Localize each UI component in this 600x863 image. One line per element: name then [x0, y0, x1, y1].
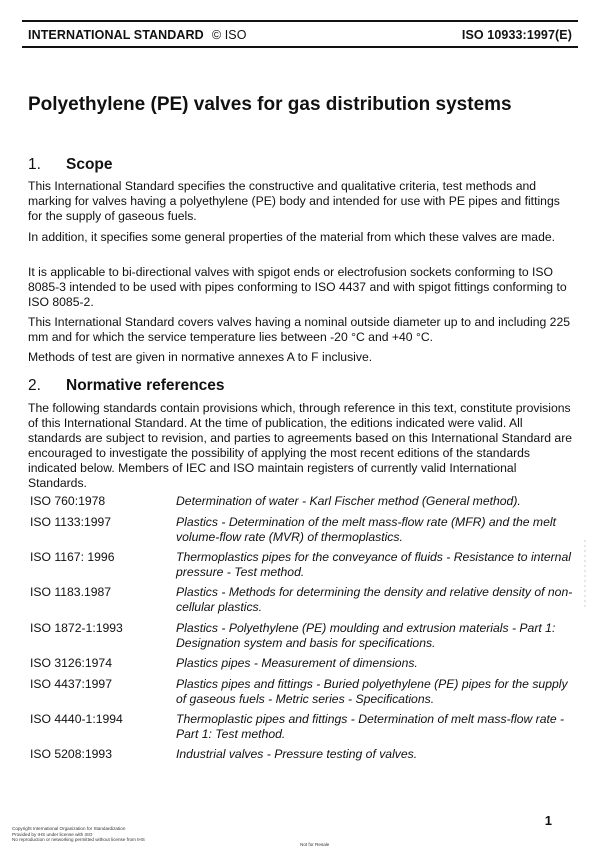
reference-title: Industrial valves - Pressure testing of valves. — [176, 747, 418, 761]
section-title: Scope — [66, 156, 113, 173]
reference-title: Thermoplastic pipes and fittings - Determination of melt mass-flow rate - Part 1: Test method. — [176, 712, 565, 741]
reference-id: ISO 1133:1997 — [30, 515, 112, 529]
reference-id: ISO 1167: 1996 — [30, 550, 115, 564]
header-label: INTERNATIONAL STANDARD — [28, 28, 204, 42]
page-number: 1 — [544, 813, 552, 828]
section-number: 2. — [28, 377, 41, 394]
scope-paragraph-4: This International Standard covers valves having a nominal outside diameter up to and including 225 mm and for which the service temperature lies between -20 °C and +40 °C. — [28, 315, 570, 344]
footer-line: Provided by IHS under license with ISO — [12, 831, 93, 837]
header-bottom-rule — [22, 46, 578, 48]
section-heading-scope — [28, 156, 113, 174]
reference-title: Plastics pipes and fittings - Buried polyethylene (PE) pipes for the supply of gaseous fuels - Metric series - Specifications. — [176, 677, 568, 706]
section-heading-normative-references — [28, 377, 225, 395]
reference-id: ISO 760:1978 — [30, 494, 106, 508]
reference-title: Thermoplastics pipes for the conveyance of fluids - Resistance to internal pressure - Test method. — [176, 550, 571, 579]
footer-line: No reproduction or networking permitted without license from IHS — [12, 837, 145, 843]
section-title: Normative references — [66, 377, 225, 394]
section-number: 1. — [28, 156, 41, 173]
footer-line: Copyright International Organization for Standardization — [12, 826, 126, 831]
footer-not-for-resale: Not for Resale — [300, 842, 330, 847]
copyright-footer — [12, 826, 145, 843]
reference-id: ISO 3126:1974 — [30, 656, 112, 670]
reference-title: Determination of water - Karl Fischer method (General method). — [176, 494, 521, 508]
margin-scan-mark — [582, 540, 588, 610]
document-title: Polyethylene (PE) valves for gas distribution systems — [28, 94, 512, 115]
scope-paragraph-2: In addition, it specifies some general properties of the material from which these valves are made. — [28, 230, 556, 244]
reference-title: Plastics - Methods for determining the density and relative density of non-cellular plastics. — [176, 585, 573, 614]
reference-id: ISO 1872-1:1993 — [30, 621, 123, 635]
scope-paragraph-3: It is applicable to bi-directional valves with spigot ends or electrofusion sockets conforming to ISO 8085-3 intended to be used with pipes conforming to ISO 4437 and with spigot fittings conforming to ISO 8085-2. — [28, 265, 567, 309]
reference-id: ISO 4440-1:1994 — [30, 712, 123, 726]
reference-title: Plastics pipes - Measurement of dimensions. — [176, 656, 418, 670]
reference-title: Plastics - Determination of the melt mass-flow rate (MFR) and the melt volume-flow rate (MVR) of thermoplastics. — [176, 515, 556, 544]
references-intro-paragraph: The following standards contain provisions which, through reference in this text, constitute provisions of this International Standard. At the time of publication, the editions indicated were valid. All standards are subject to revision, and parties to agreements based on this International Standard are encouraged to investigate the possibility of applying the most recent editions of the standards indicated below. Members of IEC and ISO maintain registers of currently valid International Standards. — [28, 401, 573, 490]
reference-id: ISO 1183.1987 — [30, 585, 112, 599]
header-left — [28, 28, 247, 42]
header-top-rule — [22, 20, 578, 22]
standard-id: ISO 10933:1997(E) — [461, 28, 572, 42]
header-copyright: © ISO — [211, 28, 247, 42]
reference-title: Plastics - Polyethylene (PE) moulding and extrusion materials - Part 1: Designation system and basis for specifications. — [176, 621, 556, 650]
scope-paragraph-5: Methods of test are given in normative annexes A to F inclusive. — [28, 350, 373, 364]
reference-id: ISO 4437:1997 — [30, 677, 112, 691]
reference-id: ISO 5208:1993 — [30, 747, 112, 761]
scope-paragraph-1: This International Standard specifies the constructive and qualitative criteria, test methods and marking for valves having a polyethylene (PE) body and intended for use with PE pipes and fittings for the supply of gaseous fuels. — [28, 179, 560, 223]
